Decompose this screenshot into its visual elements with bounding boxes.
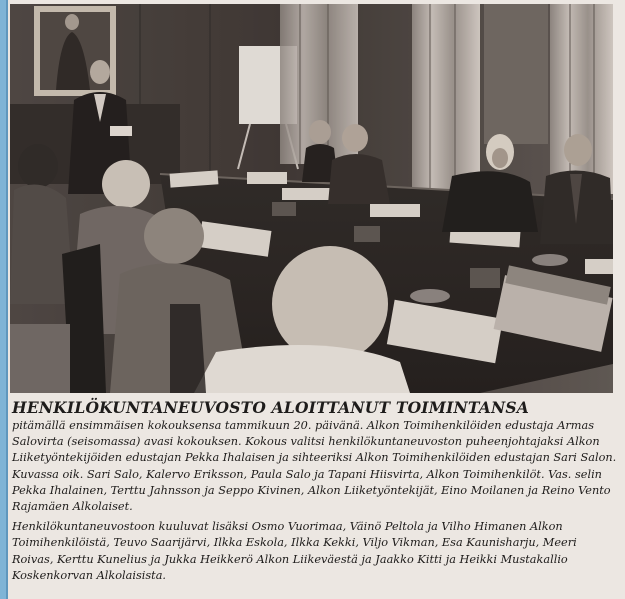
news-article: [12, 398, 617, 584]
paragraph-line: Rajamäen Alkolaiset.: [12, 500, 133, 514]
paragraph-line: Roivas, Kerttu Kunelius ja Jukka Heikkerö Alkon Liikeväestä ja Jaakko Kitti ja Heikki Mustakallio: [12, 552, 568, 566]
paragraph-line: pitämällä ensimmäisen kokouksensa tammikuun 20. päivänä. Alkon Toimihenkilöiden edustaja Armas: [12, 419, 595, 432]
article-paragraph-1: [12, 418, 617, 515]
article-paragraph-2: [12, 519, 612, 584]
paragraph-line: Koskenkorvan Alkolaisista.: [12, 568, 167, 582]
paragraph-line: Toimihenkilöistä, Teuvo Saarijärvi, Ilkka Eskola, Ilkka Kekki, Viljo Vikman, Esa Kaunisharju, Meeri: [12, 536, 577, 550]
meeting-photograph: [10, 4, 613, 393]
paragraph-line: Salovirta (seisomassa) avasi kokouksen. Kokous valitsi henkilökuntaneuvoston puheenjohtajaksi Alkon: [12, 435, 600, 449]
page-edge-strip: [0, 0, 8, 599]
paragraph-line: Pekka Ihalainen, Terttu Jahnsson ja Seppo Kivinen, Alkon Liiketyöntekijät, Eino Moilanen ja Reino Vento: [12, 483, 611, 497]
article-headline: HENKILÖKUNTANEUVOSTO ALOITTANUT TOIMINTANSA: [12, 398, 529, 417]
paragraph-line: Henkilökuntaneuvostoon kuuluvat lisäksi Osmo Vuorimaa, Väinö Peltola ja Vilho Himanen Alkon: [12, 520, 563, 534]
paragraph-line: Kuvassa oik. Sari Salo, Kalervo Eriksson, Paula Salo ja Tapani Hiisvirta, Alkon Toimihenkilöt. Vas. selin: [12, 467, 602, 481]
paragraph-line: Liiketyöntekijöiden edustajan Pekka Ihalaisen ja sihteeriksi Alkon Toimihenkilöiden edustajan Sari Salon.: [12, 451, 617, 465]
